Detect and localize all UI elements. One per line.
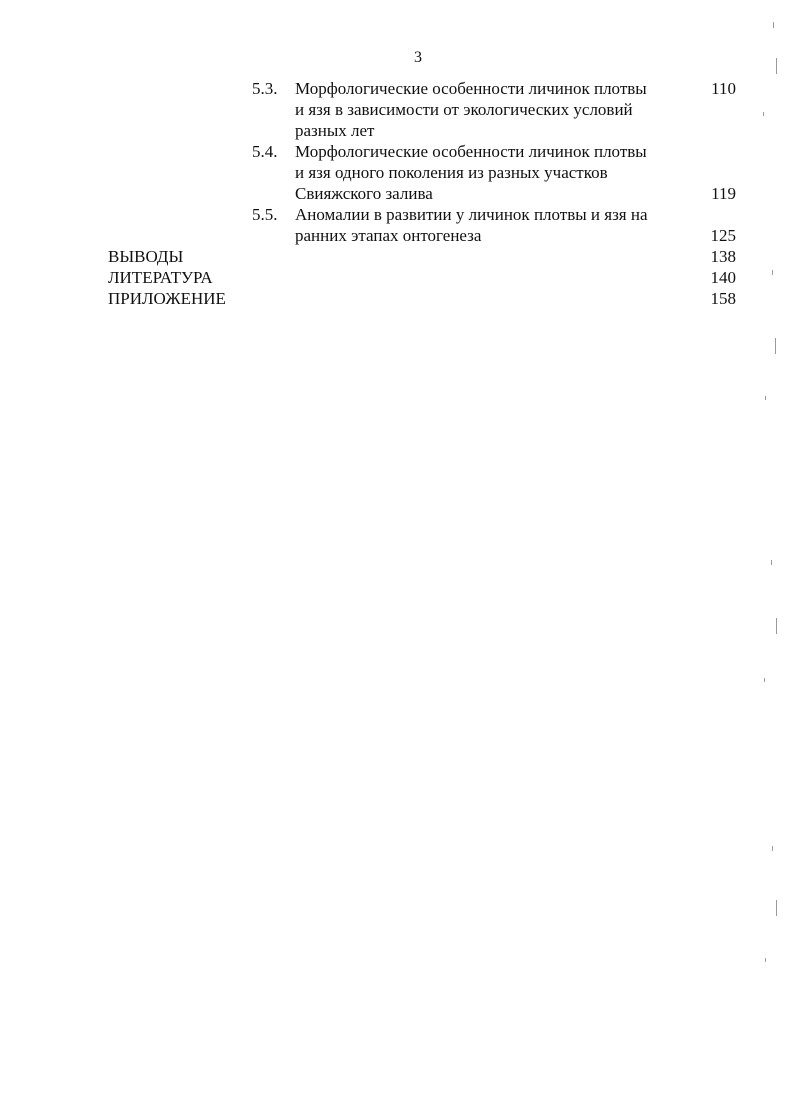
scan-speck	[763, 112, 764, 116]
toc-entry-title-line: и язя одного поколения из разных участков	[295, 163, 608, 182]
toc-entry-number: 5.5.	[252, 205, 278, 224]
scan-speck	[772, 846, 773, 851]
scan-speck	[776, 618, 777, 634]
toc-entry-page: 119	[711, 184, 736, 203]
toc-entry-literature	[108, 267, 736, 288]
scan-speck	[764, 678, 765, 682]
scan-speck	[772, 270, 773, 275]
toc-entry-title: ЛИТЕРАТУРА	[108, 268, 213, 287]
toc-entry-title-line: и язя в зависимости от экологических условий	[295, 100, 633, 119]
toc-entry-page: 158	[710, 289, 736, 308]
toc-entry-title-line: разных лет	[295, 121, 375, 140]
toc-entry-title: ПРИЛОЖЕНИЕ	[108, 289, 226, 308]
toc-entry-number: 5.4.	[252, 142, 278, 161]
toc-entry-title	[295, 78, 699, 141]
scan-speck	[773, 22, 774, 28]
scan-speck	[765, 958, 766, 962]
toc-entry-title-line: Свияжского залива	[295, 184, 433, 203]
scan-speck	[771, 560, 772, 565]
scan-speck	[765, 396, 766, 400]
toc-entry-title	[295, 141, 699, 204]
scan-speck	[776, 900, 777, 916]
toc-entry-page: 138	[710, 247, 736, 266]
toc-entry-page: 140	[710, 268, 736, 287]
toc-entry-title-line: Аномалии в развитии у личинок плотвы и язя на	[295, 205, 648, 224]
toc-entry-conclusions	[108, 246, 736, 267]
toc-entry-5-5	[252, 204, 736, 246]
toc-entry-number: 5.3.	[252, 79, 278, 98]
toc-entry-title-line: Морфологические особенности личинок плотвы	[295, 142, 647, 161]
toc-entry-title: ВЫВОДЫ	[108, 247, 184, 266]
page-number: 3	[414, 49, 422, 66]
toc-entry-5-3	[252, 78, 736, 141]
toc-entry-page: 110	[711, 79, 736, 98]
scan-speck	[776, 58, 777, 74]
toc-entry-title-line: Морфологические особенности личинок плотвы	[295, 79, 647, 98]
toc-entry-title	[295, 204, 699, 246]
toc-entry-page: 125	[710, 226, 736, 245]
toc-entry-appendix	[108, 288, 736, 309]
scan-speck	[775, 338, 776, 354]
toc-entry-5-4	[252, 141, 736, 204]
toc-entry-title-line: ранних этапах онтогенеза	[295, 226, 482, 245]
table-of-contents	[0, 78, 798, 309]
